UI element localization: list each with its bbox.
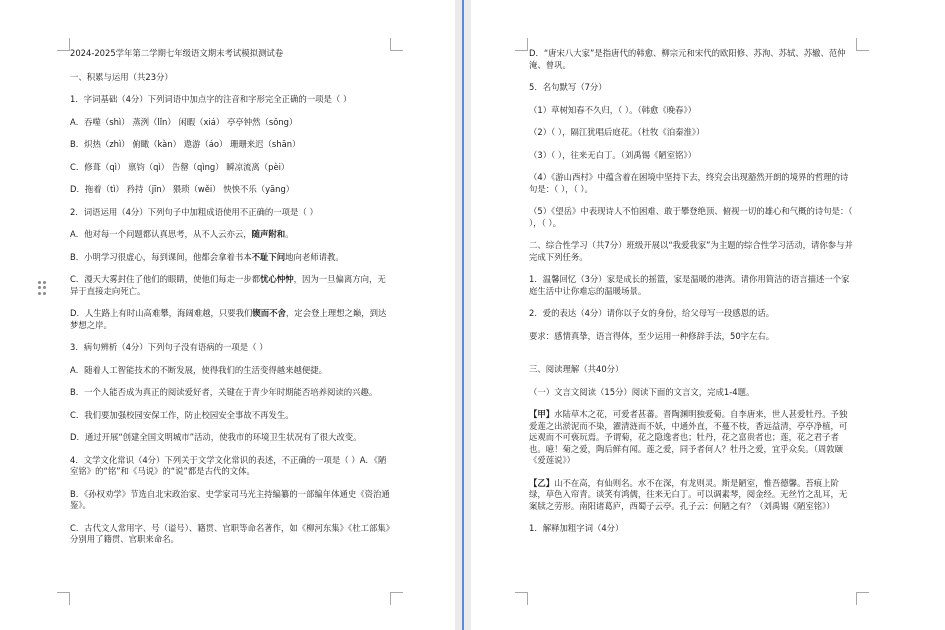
drag-handle-icon[interactable] <box>38 281 46 295</box>
page-content[interactable] <box>529 48 855 546</box>
passage-label: 【乙】 <box>529 477 555 488</box>
option: A．他对每一个问题都认真思考，从不人云亦云，随声附和。 <box>70 229 294 239</box>
option: A．吞噬（shì） 蒸洌（lǐn） 闲暇（xiá） 亭亭钟然（sǒng） <box>70 116 298 127</box>
option: B．《孙权劝学》节选自北宋政治家、史学家司马光主持编纂的一部编年体通史《资治通鉴》。 <box>70 488 390 510</box>
exam-title: 2024-2025学年第二学期七年级语文期末考试模拟测试卷 <box>70 48 284 58</box>
question: 1．解释加粗字词（4分） <box>529 523 624 533</box>
option: A．随着人工智能技术的不断发展，使得我们的生活变得越来越便捷。 <box>70 364 327 375</box>
section-heading: 一、积累与运用（共23分） <box>70 71 173 82</box>
question: 3．病句辨析（4分）下列句子没有语病的一项是（ ） <box>70 342 268 352</box>
question: 4．文学文化常识（4分）下列关于文学文化常识的表述，不正确的一项是（ ）A．《陋室铭》的“铭”和《马说》的“说”都是古代的文体。 <box>70 454 387 476</box>
page-content[interactable] <box>70 48 390 557</box>
page-corner-mark <box>856 592 869 605</box>
option: C．漫天大雾封住了他们的眼睛，使他们每走一步都忧心忡忡，因为一旦偏离方向，无异于直接走向死亡。 <box>70 274 386 296</box>
option: B．小明学习很虚心，每到课间，他都会拿着书本不耻下问地向老师请教。 <box>70 251 344 262</box>
option: B．一个人能否成为真正的阅读爱好者，关键在于青少年时期能否培养阅读的兴趣。 <box>70 387 378 397</box>
fill-blank: （5）《望岳》中表现诗人不怕困难、敢于攀登绝顶、俯视一切的雄心和气概的诗句是：（ ），（ ）。 <box>529 206 853 228</box>
option: D．“唐宋八大家”是指唐代的韩愈、柳宗元和宋代的欧阳修、苏洵、苏轼、苏辙、范仲淹、曾巩。 <box>529 48 846 70</box>
page-corner-mark <box>856 38 869 51</box>
option: C．古代文人常用字、号（谥号）、籍贯、官职等命名著作，如《柳河东集》《杜工部集》分别用了籍贯、官职来命名。 <box>70 522 390 544</box>
passage-label: 【甲】 <box>529 409 555 419</box>
section-heading: 二、综合性学习（共7分）班级开展以“我爱我家”为主题的综合性学习活动，请你参与并完成下列任务。 <box>529 240 853 262</box>
page-corner-mark <box>57 592 70 605</box>
bold-idiom: 不耻下问 <box>251 251 286 262</box>
option: D．拖着（tì） 矜持（jīn） 猥琐（wěi） 怏怏不乐（yāng） <box>70 184 295 194</box>
option: B．炽热（zhì） 俯瞰（kàn） 遨游（áo） 珊珊来迟（shān） <box>70 139 301 149</box>
question: 1．温馨回忆（3分）家是成长的摇篮，家是温暖的港湾。请你用简洁的语言描述一个家庭生活中让你难忘的温暖场景。 <box>529 274 850 296</box>
fill-blank: （1）草树知春不久归，（ ）。（韩愈《晚春》） <box>529 104 697 115</box>
document-page-right <box>471 0 945 630</box>
page-corner-mark <box>515 38 528 51</box>
page-boundary-line <box>462 0 464 630</box>
page-corner-mark <box>390 592 403 605</box>
passage-yi: 【乙】山不在高，有仙则名。水不在深，有龙则灵。斯是陋室，惟吾德馨。苔痕上阶绿，草色入帘青。谈笑有鸿儒，往来无白丁。可以调素琴，阅金经。无丝竹之乱耳，无案牍之劳形。南阳诸葛庐，西蜀子云亭。孔子云：何陋之有？（刘禹锡《陋室铭》） <box>529 477 848 511</box>
page-corner-mark <box>515 592 528 605</box>
question: 5．名句默写（7分） <box>529 82 607 92</box>
section-heading: 三、阅读理解（共40分） <box>529 364 624 374</box>
question: 2．词语运用（4分）下列句子中加粗成语使用不正确的一项是（ ） <box>70 206 318 217</box>
option: C．修葺（qì） 禀钧（qì） 告罄（qìng） 瞬凉流离（pèi） <box>70 161 290 172</box>
page-corner-mark <box>57 38 70 51</box>
question: 2．爱的表达（4分）请你以子女的身份，给父母写一段感恩的话。 <box>529 308 775 318</box>
document-page-left <box>0 0 455 630</box>
option: D．通过开展“创建全国文明城市”活动，使我市的环境卫生状况有了很大改变。 <box>70 432 362 442</box>
bold-idiom: 锲而不舍 <box>252 308 286 318</box>
requirement: 要求：感情真挚，语言得体，至少运用一种修辞手法，50字左右。 <box>529 330 775 341</box>
passage-jia: 【甲】水陆草木之花，可爱者甚蕃。晋陶渊明独爱菊。自李唐来，世人甚爱牡丹。予独爱莲之出淤泥而不染，濯清涟而不妖，中通外直，不蔓不枝，香远益清，亭亭净植，可远观而不可亵玩焉。予谓菊，花之隐逸者也；牡丹，花之富贵者也；莲，花之君子者也。噫！菊之爱，陶后鲜有闻。莲之爱，同予者何人？牡丹之爱，宜乎众矣。（周敦颐《爱莲说》） <box>529 409 848 465</box>
fill-blank: （2）（ ），隔江犹唱后庭花。（杜牧《泊秦淮》） <box>529 127 705 137</box>
fill-blank: （4）《游山西村》中蕴含着在困境中坚持下去，终究会出现豁然开朗的境界的哲理的诗句是：（ ），（ ）。 <box>529 172 849 194</box>
subsection-heading: （一）文言文阅读（15分）阅读下面的文言文，完成1-4题。 <box>529 386 755 397</box>
page-corner-mark <box>390 38 403 51</box>
bold-idiom: 忧心忡忡 <box>260 274 294 284</box>
option: D．人生路上有时山高难攀，海阔难越，只要我们锲而不舍，定会登上理想之巅，到达梦想之岸。 <box>70 308 387 330</box>
question: 1．字词基础（4分）下列词语中加点字的注音和字形完全正确的一项是（ ） <box>70 94 352 104</box>
option: C．我们要加强校园安保工作，防止校园安全事故不再发生。 <box>70 409 294 420</box>
fill-blank: （3）（ ），往来无白丁。（刘禹锡《陋室铭》） <box>529 149 697 160</box>
bold-idiom: 随声附和 <box>251 229 286 239</box>
